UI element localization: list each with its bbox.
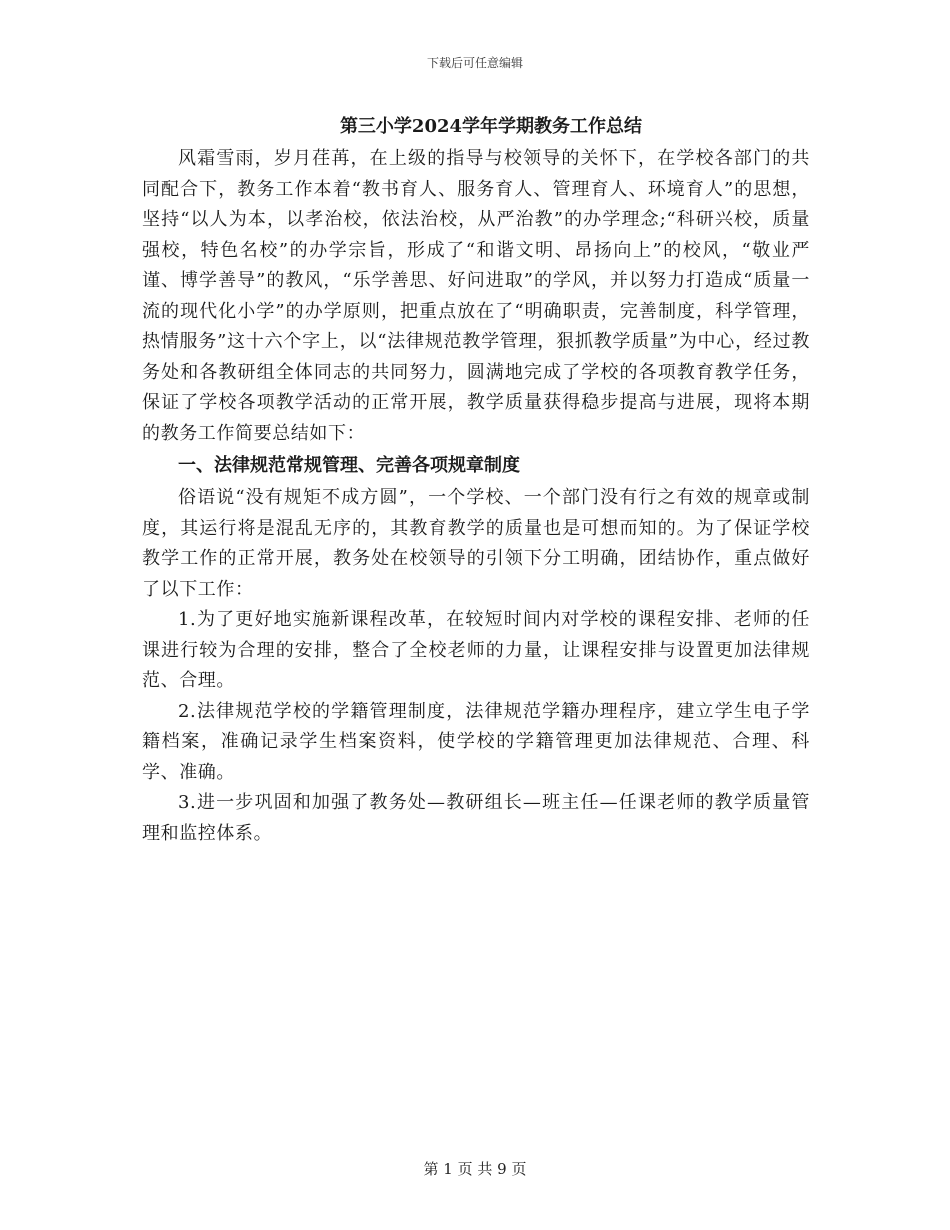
list-item: 2.法律规范学校的学籍管理制度，法律规范学籍办理程序，建立学生电子学籍档案，准确记录学生档案资料，使学校的学籍管理更加法律规范、合理、科学、准确。 bbox=[142, 700, 810, 783]
document-title: 第三小学2024学年学期教务工作总结 bbox=[339, 116, 643, 137]
document-body bbox=[142, 110, 810, 849]
intro-paragraph: 风霜雪雨，岁月荏苒，在上级的指导与校领导的关怀下，在学校各部门的共同配合下，教务工作本着“教书育人、服务育人、管理育人、环境育人”的思想，坚持“以人为本，以孝治校，依法治校，从严治教”的办学理念;“科研兴校，质量强校，特色名校”的办学宗旨，形成了“和谐文明、昂扬向上”的校风，“敬业严谨、博学善导”的教风，“乐学善思、好问进取”的学风，并以努力打造成“质量一流的现代化小学”的办学原则，把重点放在了“明确职责，完善制度，科学管理，热情服务”这十六个字上，以“法律规范教学管理，狠抓教学质量”为中心，经过教务处和各教研组全体同志的共同努力，圆满地完成了学校的各项教育教学任务，保证了学校各项教学活动的正常开展，教学质量获得稳步提高与进展，现将本期的教务工作简要总结如下： bbox=[142, 148, 810, 444]
page-footer: 第 1 页 共 9 页 bbox=[423, 1160, 527, 1178]
list-item: 3.进一步巩固和加强了教务处—教研组长—班主任—任课老师的教学质量管理和监控体系。 bbox=[142, 792, 810, 844]
list-item: 1.为了更好地实施新课程改革，在较短时间内对学校的课程安排、老师的任课进行较为合理的安排，整合了全校老师的力量，让课程安排与设置更加法律规范、合理。 bbox=[142, 609, 810, 691]
section-heading: 一、法律规范常规管理、完善各项规章制度 bbox=[178, 455, 520, 476]
section-intro-paragraph: 俗语说“没有规矩不成方圆”，一个学校、一个部门没有行之有效的规章或制度，其运行将是混乱无序的，其教育教学的质量也是可想而知的。为了保证学校教学工作的正常开展，教务处在校领导的引领下分工明确，团结协作，重点做好了以下工作： bbox=[142, 487, 810, 600]
header-note: 下载后可任意编辑 bbox=[426, 56, 523, 70]
